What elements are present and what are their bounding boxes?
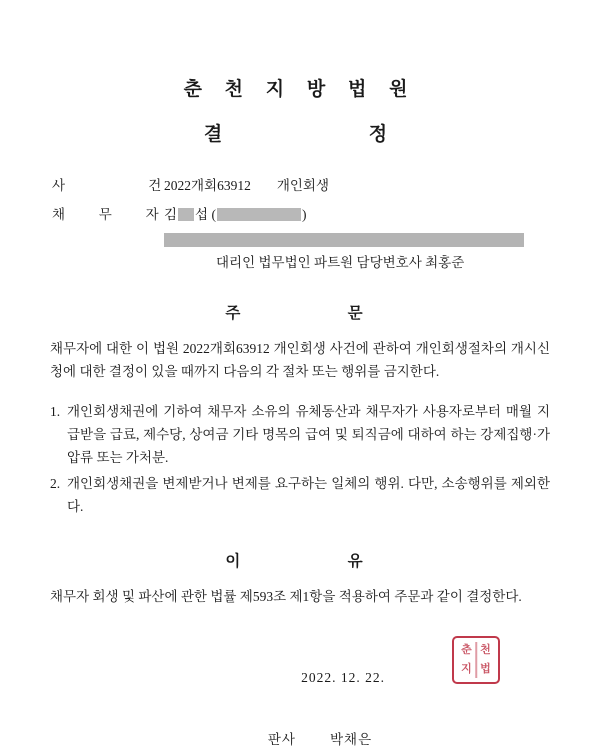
list-item-text: 개인회생채권에 기하여 채무자 소유의 유체동산과 채무자가 사용자로부터 매월 지급받을 급료, 제수당, 상여금 기타 명목의 급여 및 퇴직금에 대하여 하는 강제집행·가압류 또는 가처분.	[67, 403, 550, 465]
list-item-number: 2.	[50, 476, 61, 492]
representative-line: 대리인 법무법인 파트원 담당변호사 최홍준	[216, 255, 465, 271]
debtor-paren-open: (	[211, 206, 216, 222]
seal-glyphs	[457, 641, 495, 679]
seal-glyph-3: 지	[461, 663, 472, 675]
seal-glyph-4: 법	[480, 663, 491, 675]
iyu-heading: 이 유	[225, 552, 375, 570]
seal-glyph-2: 천	[480, 644, 491, 656]
jumun-heading: 주 문	[225, 305, 375, 323]
list-item-text: 개인회생채권을 변제받거나 변제를 요구하는 일체의 행위. 다만, 소송행위를 제외한다.	[67, 476, 550, 515]
redacted-id-block	[217, 208, 301, 221]
case-type-text: 개인회생	[276, 178, 330, 193]
redacted-address-bar	[164, 233, 524, 247]
document-title: 결 정	[203, 124, 397, 145]
redacted-name-block	[178, 208, 194, 221]
case-number-value	[164, 176, 550, 196]
debtor-label: 채 무 자	[52, 206, 168, 222]
debtor-paren-close: )	[301, 206, 307, 222]
list-item	[50, 472, 550, 518]
list-item	[50, 400, 550, 470]
list-item-number: 1.	[50, 403, 61, 419]
debtor-value	[164, 205, 550, 225]
official-seal-icon	[452, 636, 500, 684]
jumun-intro-text: 채무자에 대한 이 법원 2022개회63912 개인회생 사건에 관하여 개인회생절차의 개시신청에 대한 결정이 있을 때까지 다음의 각 절차 또는 행위를 금지한다.	[50, 341, 550, 380]
debtor-given-name: 섭	[195, 206, 209, 222]
judge-name: 박채은	[329, 731, 373, 747]
case-number-label: 사 건	[52, 178, 171, 193]
case-number-row	[52, 176, 550, 196]
case-number-text: 2022개회63912	[164, 178, 251, 193]
case-metadata	[0, 176, 600, 271]
signature-row	[0, 728, 600, 748]
court-title: 춘 천 지 방 법 원	[183, 79, 417, 100]
judge-title: 판사	[267, 731, 296, 747]
debtor-row	[52, 205, 550, 225]
seal-glyph-1: 춘	[461, 644, 472, 656]
decision-date: 2022. 12. 22.	[301, 669, 385, 685]
debtor-surname: 김	[164, 206, 178, 222]
jumun-list	[0, 400, 600, 519]
jumun-intro	[0, 337, 600, 383]
iyu-body	[0, 585, 600, 608]
iyu-text: 채무자 회생 및 파산에 관한 법률 제593조 제1항을 적용하여 주문과 같이 결정한다.	[50, 588, 522, 604]
